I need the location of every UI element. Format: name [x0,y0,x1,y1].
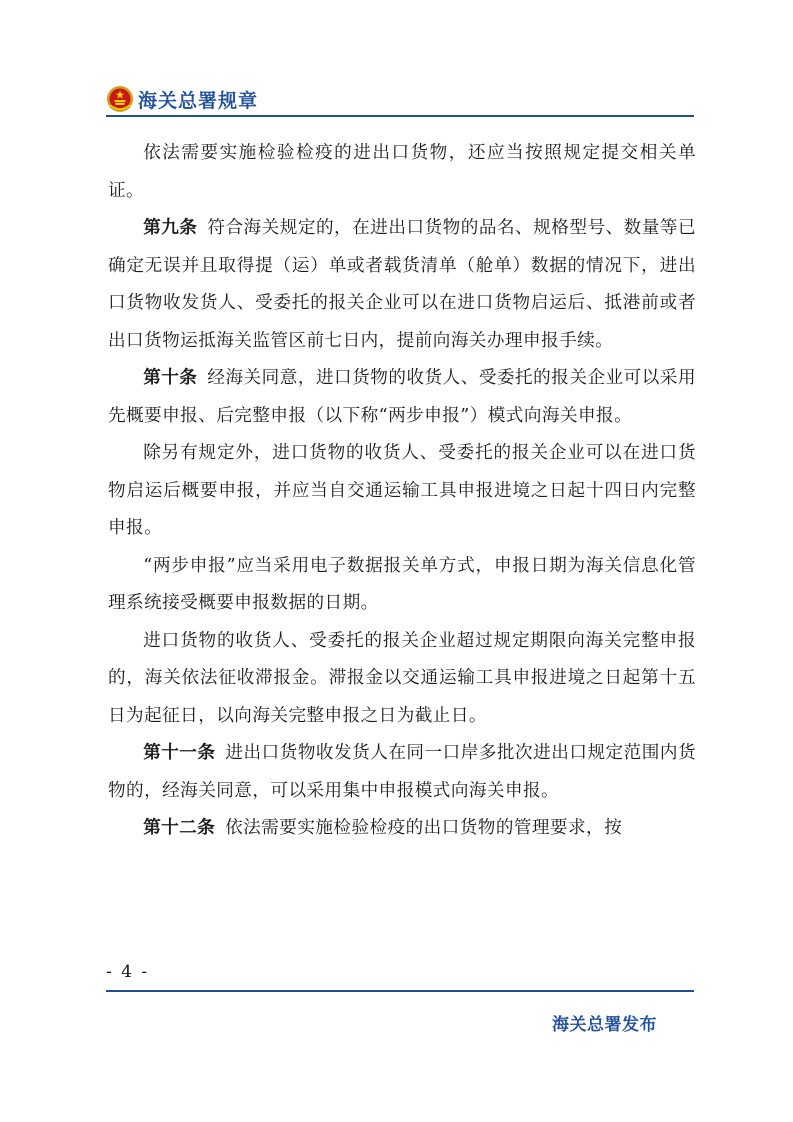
article-heading: 第十二条 [143,818,216,838]
paragraph [108,548,696,623]
paragraph-text: “两步申报”应当采用电子数据报关单方式，申报日期为海关信息化管理系统接受概要申报数据的日期。 [108,555,696,613]
paragraph-text: 依法需要实施检验检疫的进出口货物，还应当按照规定提交相关单证。 [108,143,696,201]
header-title: 海关总署规章 [138,89,259,112]
page-number: - 4 - [106,962,150,982]
paragraph-text: 依法需要实施检验检疫的出口货物的管理要求，按 [225,818,623,838]
footer-publisher: 海关总署发布 [552,1015,657,1035]
paragraph-text: 除另有规定外，进口货物的收货人、受委托的报关企业可以在进口货物启运后概要申报，并应当自交通运输工具申报进境之日起十四日内完整申报。 [108,443,696,538]
paragraph [108,435,696,548]
article-heading: 第十一条 [143,743,216,763]
paragraph [108,210,696,360]
footer-divider [106,990,694,992]
document-body [108,135,696,848]
article-heading: 第九条 [143,218,198,238]
national-emblem-icon [106,85,134,113]
page-header [106,86,258,112]
paragraph-text: 进口货物的收货人、受委托的报关企业超过规定期限向海关完整申报的，海关依法征收滞报金。滞报金以交通运输工具申报进境之日起第十五日为起征日，以向海关完整申报之日为截止日。 [108,630,696,726]
paragraph [108,810,696,848]
header-divider [106,115,694,117]
paragraph-text: 进出口货物收发货人在同一口岸多批次进出口规定范围内货物的，经海关同意，可以采用集中申报模式向海关申报。 [108,743,697,801]
paragraph [108,135,696,210]
paragraph-text: 经海关同意，进口货物的收货人、受委托的报关企业可以采用先概要申报、后完整申报（以下称“两步申报”）模式向海关申报。 [108,368,696,426]
paragraph [108,735,696,810]
paragraph-text: 符合海关规定的，在进出口货物的品名、规格型号、数量等已确定无误并且取得提（运）单或者载货清单（舱单）数据的情况下，进出口货物收发货人、受委托的报关企业可以在进口货物启运后、抵港前或者出口货物运抵海关监管区前七日内，提前向海关办理申报手续。 [108,218,696,351]
paragraph [108,360,696,435]
paragraph [108,623,696,736]
article-heading: 第十条 [143,368,198,388]
